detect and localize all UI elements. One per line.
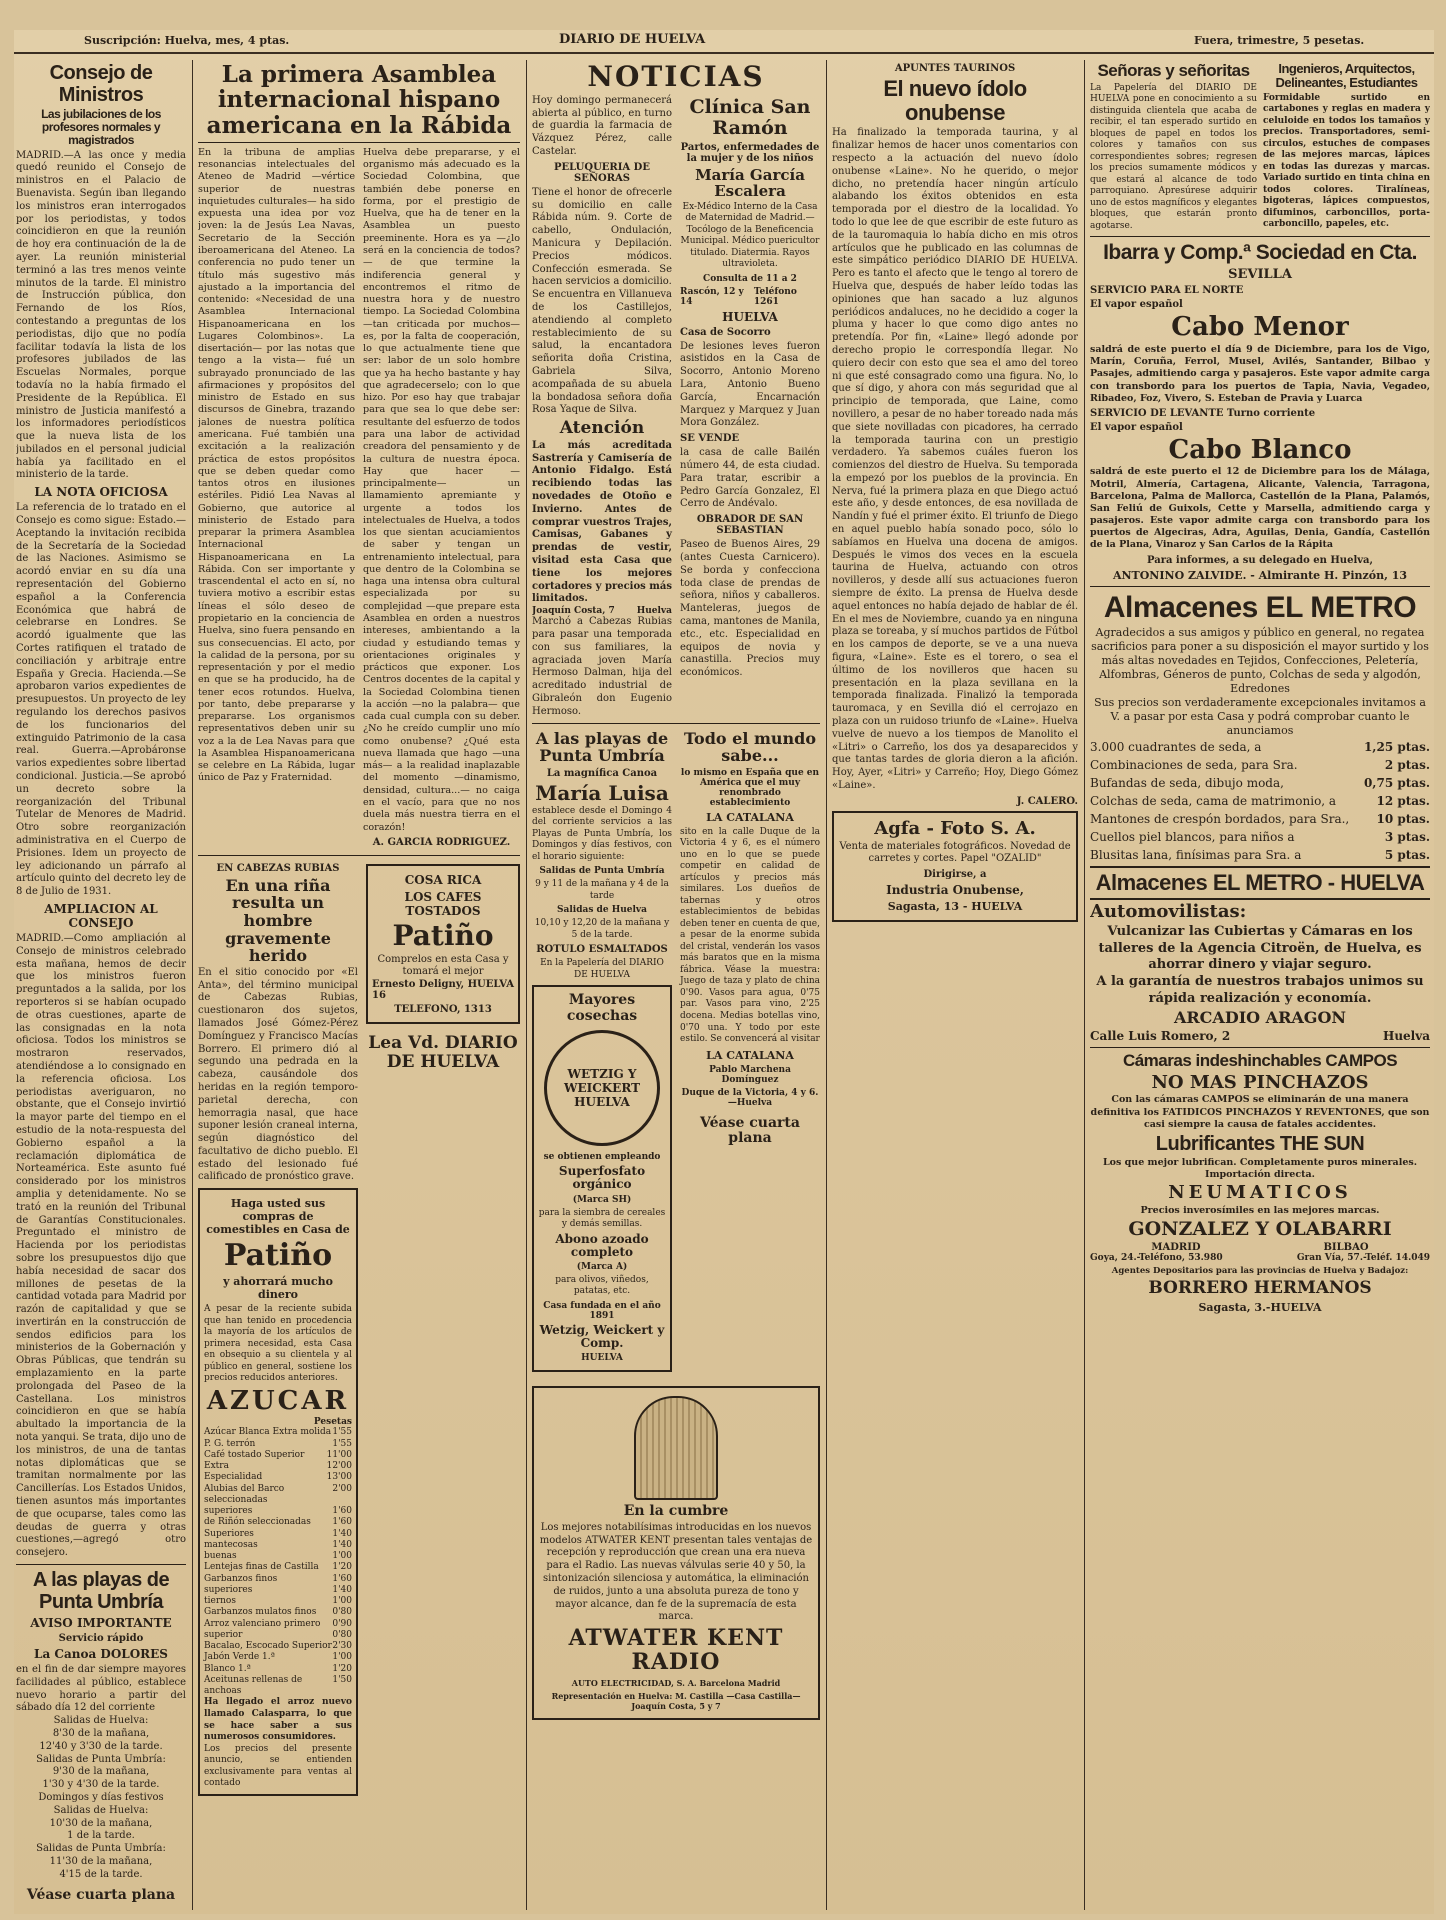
auto-firm: ARCADIO ARAGON	[1173, 1008, 1347, 1028]
metro-body: Agradecidos a sus amigos y público en general, no regatea sacrificios para poner a su disposición el mayor surtido y los más altas novedades en Tejidos, Confecciones, Peletería, Alfombras, Géneros de punto, Colchas de seda y algodón, Edredones	[1091, 625, 1429, 695]
clinica-address: Rascón, 12 y 14	[680, 286, 744, 307]
ibarra-title: Ibarra y Comp.ª Sociedad en Cta.	[1103, 241, 1417, 265]
subscription-local: Suscripción: Huelva, mes, 4 ptas.	[84, 34, 290, 47]
column-rule	[192, 60, 193, 1910]
price-value: 1'60	[332, 1517, 352, 1528]
playas-sub: La magnífica Canoa	[546, 767, 658, 779]
price-item: Alubias del Barco seleccionadas	[204, 1483, 285, 1505]
ingenieros-body: Formidable surtido en cartabones y reglas en madera y celuloide en todos los tamaños y precios. Transportadores, semi-circulos, estuches de compases de las mejores marcas, lápices en todas las durezas y marcas. Variado surtido en tinta china en todos colores. Tiralíneas, bigoteras, lápices compuestos, difuminos, carboncillos, porta-carboncillo, papeles, etc.	[1263, 92, 1430, 230]
ship-1-body: saldrá de este puerto el día 9 de Diciembre, para los de Vigo, Marín, Coruña, Ferrol, Musel, Avilés, Santander, Bilbao y Pasajes, admitiendo carga y pasajeros. Este vapor admite carga con transbordo para los puertos de Tapia, Navia, Vegadeo, Ribadeo, Foz, Vivero, S. Esteban de Pravia y Luarca	[1090, 344, 1430, 404]
price-value: 2'30	[332, 1641, 352, 1652]
servicio-levante: SERVICIO DE LEVANTE Turno corriente	[1090, 407, 1316, 419]
sun-body: Los que mejor lubrifican. Completamente puros minerales. Importación directa.	[1102, 1156, 1418, 1180]
wetzig-logo-name: WETZIG Y WEICKERT	[563, 1067, 641, 1096]
obtienen: se obtienen empleando	[543, 1152, 661, 1163]
gonzalez-madrid: MADRID	[1151, 1241, 1201, 1253]
price-item: mantecosas	[204, 1539, 258, 1550]
price-row	[204, 1529, 352, 1540]
price-value: 13'00	[326, 1472, 352, 1483]
section-heading: AMPLIACION AL CONSEJO	[44, 901, 158, 930]
campos-body: Con las cámaras CAMPOS se eliminarán de una manera definitiva los FATIDICOS PINCHAZOS Y REVENTONES, que son casi siempre la causa de fatales accidentes.	[1090, 1094, 1430, 1130]
todo-title: Todo el mundo sabe...	[683, 728, 817, 766]
patino-phone: TELEFONO, 1313	[394, 1004, 492, 1016]
abono-for: para olivos, viñedos, patatas, etc.	[555, 1274, 649, 1297]
catalana-address: Duque de la Victoria, 4 y 6.—Huelva	[681, 1087, 819, 1108]
ad-service: Servicio rápido	[58, 1633, 144, 1645]
price-value: 1'20	[332, 1562, 352, 1573]
schedule-line: 8'30 de la mañana,	[52, 1728, 150, 1740]
auto-city: Huelva	[1382, 1028, 1430, 1043]
offer-price: 5 ptas.	[1384, 848, 1430, 863]
rotulo-body: En la Papelería del DIARIO DE HUELVA	[540, 958, 664, 980]
cumbre-body: Los mejores notabilísimas introducidas en los nuevos modelos ATWATER KENT presentan tales ventajas de recepción y reproducción que crean una era nueva para el Radio. Las nuevas válvulas serie 40 y 50, la sintonización silenciosa y automática, la eliminación de ruidos, junto a una absoluta pureza de tono y mayor alcance, dan fe de la supremacía de esta marca.	[539, 1521, 813, 1623]
price-value: 1'00	[332, 1596, 352, 1607]
news-body: En el sitio conocido por «El Anta», del término municipal de Cabezas Rubias, cuestionaron dos sujetos, llamados José Gómez-Pérez Domínguez y Francisco Macías Borrero. El primero dió al segundo una pedrada en la cabeza, causándole dos heridas en la región temporo-parietal derecha, con hemorragia nasal, que hace suponer lesión craneal interna, según diagnóstico del facultativo de dicho pueblo. El estado del lesionado fué calificado de pronóstico grave.	[198, 966, 358, 1183]
clinica-title: Clínica San Ramón	[689, 95, 811, 139]
column-3	[532, 60, 820, 1910]
price-row	[204, 1517, 352, 1528]
superfosfato-for: para la siembra de cereales y demás semillas.	[538, 1207, 666, 1230]
todo-sub: lo mismo en España que en América que el muy renombrado establecimiento	[680, 767, 820, 808]
sun-title: Lubrificantes THE SUN	[1155, 1132, 1365, 1155]
campos-title: Cámaras indeshinchables CAMPOS	[1122, 1050, 1398, 1070]
article-signature: J. CALERO.	[1016, 795, 1078, 807]
patino-city: HUELVA	[467, 979, 514, 991]
auto-body-2: A la garantía de nuestros trabajos unimos su rápida realización y economía.	[1096, 974, 1424, 1006]
offer-item: Mantones de crespón bordados, para Sra.,	[1090, 812, 1350, 827]
divider	[1090, 1047, 1430, 1048]
playas-title: A las playas de Punta Umbría	[535, 728, 669, 766]
divider	[198, 855, 520, 856]
agfa-body: Venta de materiales fotográficos. Novedad de carretes y cortes. Papel "OZALID"	[839, 840, 1071, 865]
agfa-address: Sagasta, 13 - HUELVA	[887, 900, 1023, 914]
footer-note: Véase cuarta plana	[700, 1114, 800, 1146]
divider	[198, 142, 520, 143]
price-value: 1'20	[332, 1663, 352, 1674]
news-kicker: EN CABEZAS RUBIAS	[216, 862, 340, 874]
catalana-body: sito en la calle Duque de la Victoria 4 y 6, es el número uno en lo que se puede competir en calidad de artículos y precios más similares. Los dueños de tabernas y otros establecimientos de bebidas deben tener en cuenta de que, a pesar de la enorme subida del cristal, venderán los vasos más baratos que en la misma fábrica. Véase la muestra: Juego de taza y plato de china 0'90. Vasos para agua, 0'75 par. Vasos para vino, 2'25 docena. Medias botellas vino, 0'70 una. Y todo por este estilo. Se convencerá al visitar	[680, 826, 820, 1045]
borrero-title: BORRERO HERMANOS	[1148, 1277, 1372, 1298]
ship-1: Cabo Menor	[1171, 312, 1349, 343]
gonzalez-addresses	[1090, 1253, 1430, 1263]
price-value: 1'50	[332, 1674, 352, 1685]
patino-fine: Los precios del presente anuncio, se entienden exclusivamente para ventas al contado	[204, 1743, 352, 1789]
cabezas-notice: Marchó a Cabezas Rubias para pasar una temporada con sus familiares, la agraciada joven María Hermoso Dalman, hija del acreditado industrial de Gibraleón don Eugenio Hermoso.	[532, 616, 672, 717]
offer-row	[1090, 756, 1430, 774]
abono-title: Abono azoado completo	[555, 1231, 649, 1259]
price-row	[204, 1664, 352, 1675]
vapor-2: El vapor español	[1090, 421, 1183, 433]
patino-footer: Comprelos en esta Casa y tomará el mejor	[377, 953, 509, 978]
lea-diario: Lea Vd. DIARIO DE HUELVA	[368, 1033, 518, 1072]
metro-title: Almacenes EL METRO	[1103, 590, 1417, 624]
playas-sched-2: Salidas de Huelva	[557, 905, 647, 916]
page-header	[14, 30, 1434, 54]
divider	[532, 723, 820, 724]
article-body: Huelva debe prepararse, y el organismo más adecuado es la Sociedad Colombina, que también debe ponerse en forma, por el prestigio de Huelva, que ha de tener en la Asamblea un puesto preeminente. Hora es ya —¿lo será en la conciencia de todos?— de que termine la indiferencia general y encontremos el ritmo de nuestra hora y de nuestro tiempo. La Sociedad Colombina —tan criticada por muchos— es, por la falta de cooperación, lo que actualmente tiene que ser: labor de un solo hombre que ya ha hecho bastante y hay que agradecerselo; con lo que hizo. Por eso hay que trabajar para que sea lo que debe ser: resultante del esfuerzo de todos para una labor de actividad creadora del pensamiento y de la cultura de nuestra época. Hay que hacer —principalmente— un llamamiento apremiante y urgente a todos los intelectuales de Huelva, a todos los que sientan acuciamientos de saber y tengan un entrenamiento intelectual, para que dentro de la Colombina se haga una intensa obra cultural especializada por su complejidad —que prepare esta Asamblea en orden a nuestros intereses, ambientando a la ciudad y estudiando temas y orientaciones originales y prácticos que exponer. Los Centros docentes de la capital y la Sociedad Colombina tienen la acción —no la palabra— que cada cual cumpla con su deber. ¿No he creído cumplir uno mío como onubense? ¿Qué esta nueva llamada que hago —una más— a la realidad inaplazable del momento —dinamismo, densidad, cultura...— no caiga en el vacío, para que no nos duela más nuestra tierra en el corazón!	[363, 146, 520, 833]
offer-row	[1090, 828, 1430, 846]
price-item: Azúcar Blanca Extra molida	[204, 1427, 332, 1438]
price-item: Jabón Verde 1.ª	[204, 1652, 275, 1663]
offer-price: 3 ptas.	[1384, 830, 1430, 845]
rotulo-title: ROTULO ESMALTADOS	[536, 944, 668, 956]
schedule-line: 1 de la tarde.	[67, 1830, 135, 1842]
price-item: P. G. terrón	[204, 1438, 256, 1449]
price-item: de Riñón seleccionadas	[204, 1517, 311, 1528]
offer-item: Colchas de seda, cama de matrimonio, a	[1090, 794, 1337, 809]
column-rule	[826, 60, 827, 1910]
price-value: 11'00	[326, 1449, 352, 1460]
ad-schedule	[16, 1715, 186, 1881]
gonzalez-bilbao-address: Gran Vía, 57.-Teléf. 14.049	[1296, 1252, 1430, 1263]
column-4	[832, 60, 1078, 1910]
offer-item: Blusitas lana, finísimas para Sra. a	[1090, 848, 1302, 863]
superfosfato-title: Superfosfato orgánico	[558, 1164, 646, 1192]
clinica-consulta: Consulta de 11 a 2	[703, 273, 797, 284]
schedule-line: Salidas de Huelva:	[53, 1804, 149, 1816]
ibarra-city: SEVILLA	[1228, 267, 1292, 283]
article-kicker: APUNTES TAURINOS	[894, 63, 1016, 74]
schedule-line: 4'15 de la tarde.	[59, 1868, 143, 1880]
section-heading: LA NOTA OFICIOSA	[34, 485, 168, 500]
schedule-line: 10'30 de la mañana,	[49, 1817, 153, 1829]
column-5	[1090, 60, 1430, 1910]
atencion-address-row	[532, 606, 672, 616]
wetzig-firm: Wetzig, Weickert y Comp.	[539, 1323, 665, 1351]
ship-2-body: saldrá de este puerto el 12 de Diciembre para los de Málaga, Motril, Almería, Cartagena, Alicante, Valencia, Tarragona, Barcelona, Palma de Mallorca, Castellón de la Plana, Palamós, San Feliú de Guixols, Cette y Marsella, admitiendo carga y pasajeros. Este vapor admite carga con transbordo para los puertos de Algeciras, Adra, Aguilas, Denia, Gandía, Castellón de la Plana, Vinaroz y San Carlos de la Rápita	[1090, 466, 1430, 551]
price-row	[204, 1619, 352, 1630]
ad-boat: La Canoa DOLORES	[34, 1647, 168, 1662]
schedule-line: Salidas de Punta Umbría:	[36, 1753, 166, 1765]
article-columns	[198, 147, 520, 851]
villanueva-notice: Se encuentra en Villanueva de los Castillejos, atendiendo al completo restablecimiento de su salud, la encantadora señorita doña Cristina, Gabriela Silva, acompañada de su abuela la bondadosa señora doña Rosa Yaque de Silva.	[532, 289, 672, 416]
playas-body: establece desde el Domingo 4 del corriente servicios a las Playas de Punta Umbría, los Domingos y días festivos, con el horario siguiente:	[532, 805, 672, 862]
column-1	[16, 60, 186, 1910]
article-body: MADRID.—Como ampliación al Consejo de ministros celebrado esta mañana, hemos de decir que los ministros fueron preguntados a la salida, por los reporteros si se habían ocupado de otras cuestiones, aparte de las consignadas en la nota oficiosa. Todos los ministros se mostraron reservados, atendiéndose a lo consignado en la referencia oficiosa. Los periodistas averiguaron, no obstante, que el Consejo invirtió la mayor parte del tiempo en el estudio de la nota-respuesta del Gobierno español a la reclamación diplomática de Norteamérica. Este asunto fué considerado por los ministros amplia y detenidamente. No se trató en la reunión del Tribunal de Garantías Constitucionales. Preguntado el ministro de Hacienda por los periodistas sobre los presupuestos dijo que había necesidad de sacar dos millones de pesetas de la cantidad votada para Madrid por razón de capitalidad y que se invertirán en la construcción de sendos edificios para los ministerios de la Gobernación y Obras Públicas, que tendrán su emplazamiento en la parte prolongada del Paseo de la Castellana. Los ministros coincidieron en que se había abultado la importancia de la nota yanqui. Se trata, dijo uno de los ministros, de una de tantas notas diplomáticas que se tramitan normalmente por las Cancillerías. Los Estados Unidos, tienen asuntos más importantes de que ocuparse, tales como las deudas de guerra y otras cuestiones,—agregó otro consejero.	[16, 932, 186, 1559]
wetzig-logo-city: HUELVA	[574, 1095, 630, 1110]
price-item: Blanco 1.ª	[204, 1663, 251, 1674]
patino-address-row	[372, 979, 514, 1001]
metro-offers	[1090, 738, 1430, 864]
metro-title-2: Almacenes EL METRO - HUELVA	[1090, 866, 1430, 900]
price-row	[204, 1574, 352, 1585]
playas-times-2: 10,10 y 12,20 de la mañana y 5 de la tarde.	[534, 918, 670, 940]
price-row	[204, 1652, 352, 1663]
atwater-rep: Representación en Huelva: M. Castilla —Casa Castilla— Joaquín Costa, 5 y 7	[551, 1690, 801, 1711]
price-row	[204, 1427, 352, 1438]
price-row	[204, 1585, 352, 1596]
lower-section	[198, 860, 520, 1800]
ads-right	[680, 728, 820, 1377]
price-item: Arroz valenciano primero	[204, 1618, 321, 1629]
footer-note: Véase cuarta plana	[26, 1886, 176, 1903]
wetzig-logo	[544, 1030, 660, 1146]
divider	[16, 1564, 186, 1565]
auto-title: Automovilistas:	[1090, 901, 1247, 923]
patino-intro: Haga usted sus compras de comestibles en Casa de	[206, 1197, 350, 1237]
farmacia-notice: Hoy domingo permanecerá abierta al público, en turno de guardia la farmacia de Vázquez Pérez, calle Castelar.	[532, 94, 672, 157]
atwater-sub: AUTO ELECTRICIDAD, S. A. Barcelona Madrid	[571, 1677, 781, 1688]
azucar-heading: AZUCAR	[206, 1385, 350, 1416]
gonzalez-bilbao: BILBAO	[1323, 1241, 1369, 1253]
senoras-ad	[1090, 60, 1257, 232]
price-row	[204, 1562, 352, 1573]
price-row	[204, 1596, 352, 1607]
senoras-body: La Papelería del DIARIO DE HUELVA pone en conocimiento a su distinguida clientela que acaba de recibir, el tan esperado surtido en bloques de papel en todos los colores y tamaños con sus correspondientes sobres; regresen los precios sumamente módicos y que estará al alcance de todo parroquiano. Apresúrese adquirir uno de estos magníficos y elegantes bloques, que estarán pronto agotarse.	[1090, 82, 1257, 231]
neumaticos-body: Precios inverosímiles en las mejores marcas.	[1140, 1204, 1380, 1216]
price-value: 12'00	[326, 1461, 352, 1472]
ad-title: A las playas de Punta Umbría	[32, 1569, 170, 1614]
price-row	[204, 1675, 352, 1698]
schedule-line: Salidas de Punta Umbría:	[36, 1843, 166, 1855]
offer-row	[1090, 792, 1430, 810]
price-value: 1'55	[332, 1438, 352, 1449]
price-row	[204, 1450, 352, 1461]
ship-2: Cabo Blanco	[1168, 434, 1352, 465]
article-body: Ha finalizado la temporada taurina, y al finalizar hemos de hacer unos comentarios con respecto a la actuación del nuevo ídolo onubense «Laine». No he querido, o mejor dicho, no pretendía hacer ningún artículo alabando los éxitos obtenidos en esta temporada por el diestro de la localidad. Yo todo lo que lee de que escribir de este futuro as de la tauromaquia lo había dicho en mis otros artículos que he publicado en las columnas de este simpático periódico DIARIO DE HUELVA. Pero es tanto el afecto que le tengo al torero de Huelva que, después de haber leído todas las opiniones que han sacado a luz algunos periódicos andaluces, no he decidido a coger la pluma y hacer lo que como digo antes no pretendía. Por fin, «Laine» llegó adonde por derecho propio le correspondía llegar. No quiero decir con esto que sea el amo del toreo ni que esté consagrado como una figura. No, lo que sí digo, y ahora con más seguridad que al principio de temporada, que Laine, como novillero, a pesar de no haber toreado nada más que siete novilladas con picadores, ha cerrado la temporada taurina con un prestigio verdadero. Ya sabemos cuáles fueron los comienzos del diestro de Huelva. Su temporada la empezó por los pueblos de la provincia. En Nerva, fué la primera plaza en que Diego actuó este año, y desde entonces, de esa novillada de Nandín y fué el primer éxito. El triunfo de Diego en aquel pueblo había sonado poco, sólo lo sabíamos en Huelva una docena de amigos. Después le vimos dos veces en la escuela taurina de Huelva, actuando con otros novilleros, y desde allí sus actuaciones fueron siempre de éxito. La prensa de Huelva desde aquel entonces no había dejado de hablar de él. En el mes de Noviembre, cuando ya en ninguna plaza se toreaba, y sí muchos partidos de Fútbol en los campos de deporte, se ve a una nueva figura, «Laine». Este es el torero, o sea el último de los novilleros que hacen su presentación en la plaza sevillana en la temporada finalizada. Finalizó la temporada tauromaca, y en Sevilla dió el cerrojazo en plaza con un ruidoso triunfo de «Laine». Huelva vuelve de nuevo a los tiempos de Manolito el «Litri» o Carreño, los dos ya desaparecidos y que tantas tardes de gloria dieron a la afición. Hoy, Ayer, «Litri» y Carreño; Hoy, Diego Gómez «Laine».	[832, 127, 1078, 792]
playas-boat: María Luisa	[535, 780, 669, 805]
ad-subtitle: AVISO IMPORTANTE	[30, 1616, 172, 1631]
auto-address-row	[1090, 1029, 1430, 1043]
price-value: 1'40	[332, 1584, 352, 1595]
price-value: 2'00	[332, 1483, 352, 1494]
wetzig-firm-city: HUELVA	[581, 1353, 623, 1364]
clinica-sub: Partos, enfermedades de la mujer y de los niños	[680, 141, 820, 164]
subscription-outside: Fuera, trimestre, 5 pesetas.	[1194, 34, 1365, 47]
schedule-line: Salidas de Huelva:	[53, 1715, 149, 1727]
price-item: Superiores	[204, 1528, 254, 1539]
offer-row	[1090, 774, 1430, 792]
mayores-cosechas: Mayores cosechas	[566, 992, 638, 1024]
article-signature: A. GARCIA RODRIGUEZ.	[372, 836, 511, 848]
article-body: La referencia de lo tratado en el Consejo es como sigue: Estado.—Aceptando la invitación recibida de la Secretaría de la Sociedad de las Naciones. Asimismo se acordó enviar en su día una representación del Gobierno español a la Conferencia Económica que habrá de celebrarse en Londres. Se acordó igualmente que las Cortes ratifiquen el tratado de conciliación y arbitraje entre España y Grecia. Hacienda.—Se aprobaron varios expedientes de presupuestos. Un proyecto de ley regulando los derechos pasivos de los funcionarios del extinguido Patrimonio de la casa real. Guerra.—Aprobáronse varios expedientes sobre libertad condicional. Justicia.—Se aprobó un decreto sobre la reorganización del Tribunal Tutelar de Menores de Madrid. Otro sobre reorganización administrativa en el Cuerpo de Prisiones. Idem un proyecto de ley adicionando un párrafo al artículo quinto del decreto ley de 8 de Julio de 1931.	[16, 502, 186, 898]
schedule-line: Domingos y días festivos	[38, 1792, 164, 1803]
schedule-line: 11'30 de la mañana,	[49, 1855, 153, 1867]
schedule-line: 1'30 y 4'30 de la tarde.	[42, 1779, 160, 1791]
agfa-title: Agfa - Foto S. A.	[874, 817, 1036, 839]
socorro-body: De lesiones leves fueron asistidos en la Casa de Socorro, Antonio Moreno Lara, Antonio Bueno García, Encarnación Marquez y Marquez y Juan Mora González.	[680, 340, 820, 429]
patino-tagline: y ahorrará mucho dinero	[223, 1275, 333, 1302]
playas-sched-1: Salidas de Punta Umbría	[539, 866, 665, 877]
atencion-body: La más acreditada Sastrería y Camisería de Antonio Fidalgo. Está recibiendo todas las novedades de Otoño e Invierno. Antes de comprar vuestros Trajes, Camisas, Gabanes y prendas de vestir, visitad esta Casa que tiene los mejores cortadores y precios más limitados.	[532, 439, 672, 605]
article-title: La primera Asamblea internacional hispano americana en la Rábida	[206, 61, 512, 139]
price-value: 1'40	[332, 1539, 352, 1550]
price-item: superiores	[204, 1584, 253, 1595]
agfa-ad	[832, 811, 1078, 922]
column-2	[198, 60, 520, 1910]
offer-price: 1,25 ptas.	[1363, 740, 1430, 755]
price-item: buenas	[204, 1551, 237, 1562]
papeleria-row	[1090, 60, 1430, 232]
price-item: Garbanzos finos	[204, 1573, 278, 1584]
price-item: tiernos	[204, 1596, 236, 1607]
campos-sub: NO MAS PINCHAZOS	[1151, 1071, 1369, 1093]
wetzig-ad	[532, 985, 672, 1372]
price-item: Aceitunas rellenas de anchoas	[204, 1674, 303, 1697]
news-title: En una riña resulta un hombre gravemente herido	[225, 875, 331, 966]
schedule-line: 9'30 de la mañana,	[52, 1766, 150, 1778]
metro-body-2: Sus precios son verdaderamente excepcionales invitamos a V. a pasar por esta Casa y podrá comprobar cuanto le anunciamos	[1094, 695, 1426, 738]
cumbre-title: En la cumbre	[623, 1503, 729, 1520]
atencion-city: Huelva	[636, 606, 672, 617]
offer-price: 0,75 ptas.	[1363, 776, 1430, 791]
notice-columns	[532, 95, 820, 719]
price-item: superior	[204, 1629, 243, 1640]
borrero-address: Sagasta, 3.-HUELVA	[1198, 1300, 1322, 1314]
price-value: 1'60	[332, 1573, 352, 1584]
atwater-brand: ATWATER KENT RADIO	[568, 1625, 784, 1676]
price-value: 1'60	[332, 1506, 352, 1517]
notice-right	[680, 95, 820, 719]
fundada: Casa fundada en el año 1891	[543, 1301, 661, 1321]
price-row	[204, 1551, 352, 1562]
article-column-right	[363, 147, 520, 851]
offer-row	[1090, 738, 1430, 756]
ingenieros-ad	[1263, 60, 1430, 232]
masthead: DIARIO DE HUELVA	[559, 32, 706, 47]
price-value: 1'40	[332, 1528, 352, 1539]
senoras-title: Señoras y señoritas	[1097, 61, 1250, 80]
clinica-phone: Teléfono 1261	[753, 286, 797, 307]
section-title: NOTICIAS	[587, 60, 765, 93]
vapor: El vapor español	[1090, 299, 1183, 311]
agentes: Agentes Depositarios para las provincias de Huelva y Badajoz:	[1111, 1265, 1409, 1276]
price-item: Café tostado Superior	[204, 1449, 305, 1460]
article-title: Consejo de Ministros	[49, 62, 153, 106]
price-header: Pesetas	[313, 1417, 352, 1428]
price-row	[204, 1506, 352, 1517]
patino-body: A pesar de la reciente subida que han tenido en procedencia la mayoría de los artículos de primera necesidad, esta Casa en obsequio a su clientela y al público en general, sostiene los precios reducidos anteriores.	[204, 1304, 352, 1384]
catalana-2: LA CATALANA	[706, 1048, 794, 1062]
peluqueria-body: Tiene el honor de ofrecerle su domicilio en calle Rábida núm. 9. Corte de cabello, Ondulación, Manicura y Depilación. Precios módicos. Confección esmerada. Se hacen servicios a domicilio.	[532, 186, 672, 288]
clinica-doctor: María García Escalera	[695, 165, 805, 201]
ingenieros-title: Ingenieros, Arquitectos, Delineantes, Estudiantes	[1275, 61, 1418, 91]
schedule-line: 12'40 y 3'30 de la tarde.	[39, 1740, 163, 1752]
abono-mark: (Marca A)	[576, 1261, 628, 1272]
ad-body: en el fin de dar siempre mayores facilidades al público, establece nuevo horario a partir del sábado día 12 del corriente	[16, 1664, 186, 1714]
gonzalez-cities	[1090, 1242, 1430, 1253]
agfa-firm: Industria Onubense,	[886, 883, 1024, 898]
price-item: superiores	[204, 1506, 253, 1517]
vende-title: SE VENDE	[680, 433, 740, 445]
ads-row	[532, 728, 820, 1377]
cafes-tostados: LOS CAFES TOSTADOS	[404, 889, 482, 918]
divider	[1090, 586, 1430, 587]
neumaticos-title: NEUMATICOS	[1168, 1182, 1352, 1204]
price-item: Extra	[204, 1461, 229, 1472]
offer-item: Combinaciones de seda, para Sra.	[1090, 758, 1298, 773]
column-rule	[526, 60, 527, 1910]
price-item: Especialidad	[204, 1472, 263, 1483]
clinica-body: Ex-Médico Interno de la Casa de Maternidad de Madrid.—Tocólogo de la Beneficencia Municipal. Médico puericultor titulado. Diatermia. Rayos ultravioleta.	[680, 201, 820, 270]
cosa-rica: COSA RICA	[404, 872, 482, 887]
price-item: Bacalao, Escocado Superior	[204, 1641, 332, 1652]
notice-left	[532, 95, 672, 719]
price-row	[204, 1641, 352, 1652]
lower-right	[366, 860, 520, 1800]
patino-name-2: Patiño	[392, 918, 494, 952]
article-body: En la tribuna de amplias resonancias intelectuales del Ateneo de Madrid —vértice superior de nuestras inquietudes culturales— ha sido expuesta una idea por voz joven: la de Jesús Lea Navas, Secretario de la Sección iberoamericana del Ateneo. La conferencia no pudo tener un título más sugestivo más ajustado a la importancia del contenido: «Necesidad de una Asamblea Internacional Hispanoamericana en los Lugares Colombinos». La disertación— por las notas que tengo a la vista— fué un subrayado pronunciado de las afirmaciones y propósitos del ministro de Estado en sus discursos de Ginebra, trazando jalones de nuestra política americana. Fué también una excitación a la realización práctica de estos propósitos que se deben quedar como tantos otros en ilusiones estériles. Pidió Lea Navas al Gobierno, que autorice al ministerio de Estado para preparar la primera Asamblea Internacional Hispanoamericana en La Rábida. Con ser importante y trascendental el acto en sí, no tuviera motivo a escribir estas líneas el sólo deseo de propietario en la conciencia de Huelva, sino fuera pensando en sus consecuencias. El acto, por la calidad de la persona, por su representación y por el medio en que se ha producido, ha de tener ecos rotundos. Huelva, por tanto, debe prepararse y prepararse. Los organismos representativos deben unir su voz a la de Lea Navas para que la Asamblea Hispanoamericana se celebre en La Rábida, lugar único de Paz y Fraternidad.	[198, 146, 355, 784]
price-value: 1'55	[332, 1427, 352, 1438]
patino-address: Ernesto Deligny, 16	[372, 979, 465, 1002]
newspaper-page	[14, 30, 1434, 1914]
vende-body: la casa de calle Bailén número 44, de esta ciudad. Para tratar, escribir a Pedro García Gonzalez, El Cerro de Andévalo.	[680, 447, 820, 510]
price-row	[204, 1461, 352, 1472]
price-item: Garbanzos mulatos finos	[204, 1607, 317, 1618]
atencion-address: Joaquín Costa, 7	[532, 606, 615, 617]
offer-price: 2 ptas.	[1384, 758, 1430, 773]
superfosfato-mark: (Marca SH)	[572, 1194, 632, 1205]
offer-item: Cuellos piel blancos, para niños a	[1090, 830, 1295, 845]
lower-left	[198, 860, 358, 1800]
playas-times-1: 9 y 11 de la mañana y 4 de la tarde	[535, 879, 669, 901]
column-rule	[1084, 60, 1085, 1910]
price-row	[204, 1484, 352, 1507]
atencion-title: Atención	[559, 418, 645, 439]
price-value: 0'80	[332, 1607, 352, 1618]
patino-name: Patiño	[223, 1238, 333, 1274]
price-item: Lentejas finas de Castilla	[204, 1562, 319, 1573]
offer-price: 10 ptas.	[1376, 812, 1430, 827]
ads-left	[532, 728, 672, 1377]
price-row	[204, 1472, 352, 1483]
price-value: 1'00	[332, 1652, 352, 1663]
catalana: LA CATALANA	[706, 810, 794, 824]
offer-item: 3.000 cuadrantes de seda, a	[1090, 740, 1262, 755]
socorro-title: Casa de Socorro	[680, 326, 771, 338]
offer-row	[1090, 846, 1430, 864]
price-value: 0'80	[332, 1629, 352, 1640]
offer-item: Bufandas de seda, dibujo moda,	[1090, 776, 1284, 791]
auto-address: Calle Luis Romero, 2	[1090, 1028, 1231, 1043]
catalana-owner: Pablo Marchena Domínguez	[709, 1064, 791, 1085]
gonzalez-madrid-address: Goya, 24.-Teléfono, 53.980	[1090, 1252, 1223, 1263]
price-row	[204, 1607, 352, 1618]
article-title: El nuevo ídolo onubense	[883, 76, 1027, 126]
delegado: ANTONINO ZALVIDE. - Almirante H. Pinzón, 13	[1112, 568, 1408, 582]
informes: Para informes, a su delegado en Huelva,	[1146, 554, 1374, 566]
price-value: 0'90	[332, 1618, 352, 1629]
price-row	[204, 1630, 352, 1641]
wetzig-logo-text	[547, 1067, 657, 1109]
servicio-norte: SERVICIO PARA EL NORTE	[1090, 285, 1244, 297]
obrador-title: OBRADOR DE SAN SEBASTIAN	[696, 514, 804, 537]
clinica-address-row	[680, 287, 820, 307]
agfa-dirigirse: Dirigirse, a	[923, 869, 987, 881]
patino-note: Ha llegado el arroz nuevo llamado Calasparra, lo que se hace saber a sus numerosos consumidores.	[204, 1697, 352, 1743]
gonzalez-title: GONZALEZ Y OLABARRI	[1128, 1218, 1392, 1241]
offer-price: 12 ptas.	[1376, 794, 1430, 809]
article-subtitle: Las jubilaciones de los profesores normales y magistrados	[41, 107, 161, 148]
huelva-heading: HUELVA	[722, 309, 778, 324]
price-row	[204, 1540, 352, 1551]
radio-illustration	[634, 1396, 718, 1500]
divider	[1090, 236, 1430, 237]
price-list	[204, 1427, 352, 1697]
patino-ad	[198, 1188, 358, 1795]
cosa-rica-ad	[366, 864, 520, 1024]
article-body: MADRID.—A las once y media quedó reunido el Consejo de ministros en el Palacio de Buenavista. Según iban llegando los ministros eran interrogados por los periodistas, y todos coincidieron en que la reunión de hoy era continuación de la de ayer. La reunión ministerial terminó a las tres menos veinte minutos de la tarde. El ministro de Instrucción pública, don Fernando de los Ríos, contestando a preguntas de los periodistas, dijo que no podía facilitar todavía la lista de los profesores jubilados de las Escuelas Normales, porque todavía no la había firmado el Presidente de la República. El ministro de Justicia manifestó a los informadores periodísticos que la nueva lista de los jubilados en el personal judicial había ya facilitado en el ministerio de la tarde.	[16, 149, 186, 481]
price-value: 1'00	[332, 1551, 352, 1562]
offer-row	[1090, 810, 1430, 828]
price-row	[204, 1439, 352, 1450]
obrador-body: Paseo de Buenos Aires, 29 (antes Cuesta Carnicero). Se borda y confecciona toda clase de prendas de señora, niños y caballeros. Manteleras, juegos de cama, mantones de Manila, etc., etc. Especialidad en equipos de novia y canastilla. Precios muy económicos.	[680, 539, 820, 679]
peluqueria-title: PELUQUERIA DE SEÑORAS	[554, 161, 650, 184]
auto-body: Vulcanizar las Cubiertas y Cámaras en los talleres de la Agencia Citroën, de Huelva, es ahorrar dinero y viajar seguro.	[1098, 924, 1422, 973]
atwater-ad	[532, 1386, 820, 1719]
